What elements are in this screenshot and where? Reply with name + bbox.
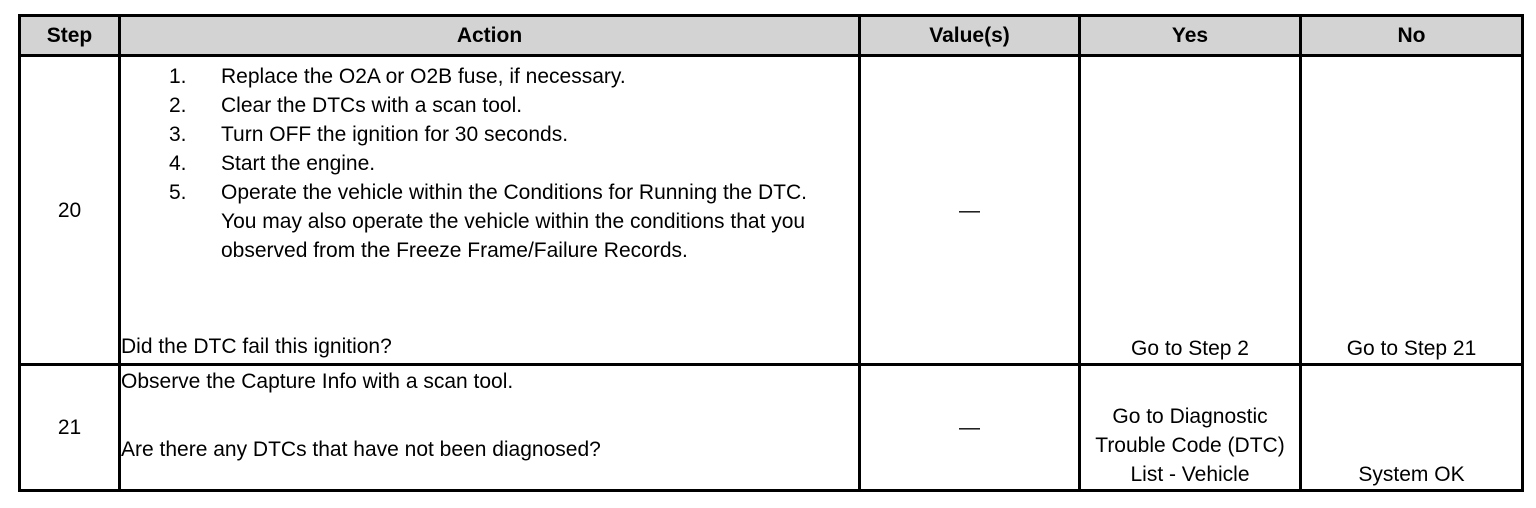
header-step: Step <box>20 16 120 56</box>
value-cell: — <box>860 56 1080 365</box>
action-item <box>121 91 858 120</box>
action-question: Did the DTC fail this ignition? <box>121 335 392 358</box>
header-row <box>20 16 1523 56</box>
header-values: Value(s) <box>860 16 1080 56</box>
action-item-text: Turn OFF the ignition for 30 seconds. <box>221 123 569 146</box>
action-item-number: 2. <box>169 94 187 117</box>
table-row-step-20 <box>20 56 1523 365</box>
action-instruction: Observe the Capture Info with a scan tool. <box>121 370 514 393</box>
action-cell <box>120 56 860 365</box>
yes-link[interactable]: Go to Diagnostic Trouble Code (DTC) List - Vehicle <box>1080 365 1301 491</box>
no-link[interactable]: Go to Step 21 <box>1301 56 1523 365</box>
action-cell <box>120 365 860 491</box>
value-cell: — <box>860 365 1080 491</box>
header-no: No <box>1301 16 1523 56</box>
header-action: Action <box>120 16 860 56</box>
action-item-number: 1. <box>169 65 187 88</box>
action-item-number: 4. <box>169 152 187 175</box>
action-item-text: Operate the vehicle within the Conditions for Running the DTC. You may also operate the vehicle within the conditions that you observed from the Freeze Frame/Failure Records. <box>221 181 807 262</box>
action-item <box>121 149 858 178</box>
action-item-number: 3. <box>169 123 187 146</box>
action-item-text: Start the engine. <box>221 152 376 175</box>
action-list <box>121 57 858 265</box>
step-number: 21 <box>20 365 120 491</box>
diagnostic-table <box>18 14 1524 492</box>
action-item <box>121 120 858 149</box>
step-number: 20 <box>20 56 120 365</box>
table-row-step-21 <box>20 365 1523 491</box>
action-item-text: Clear the DTCs with a scan tool. <box>221 94 523 117</box>
action-item <box>121 178 858 265</box>
action-item-number: 5. <box>169 181 187 204</box>
yes-link[interactable]: Go to Step 2 <box>1080 56 1301 365</box>
header-yes: Yes <box>1080 16 1301 56</box>
no-link[interactable]: System OK <box>1301 365 1523 491</box>
action-item-text: Replace the O2A or O2B fuse, if necessary. <box>221 65 626 88</box>
action-question: Are there any DTCs that have not been diagnosed? <box>121 438 601 461</box>
action-item <box>121 62 858 91</box>
